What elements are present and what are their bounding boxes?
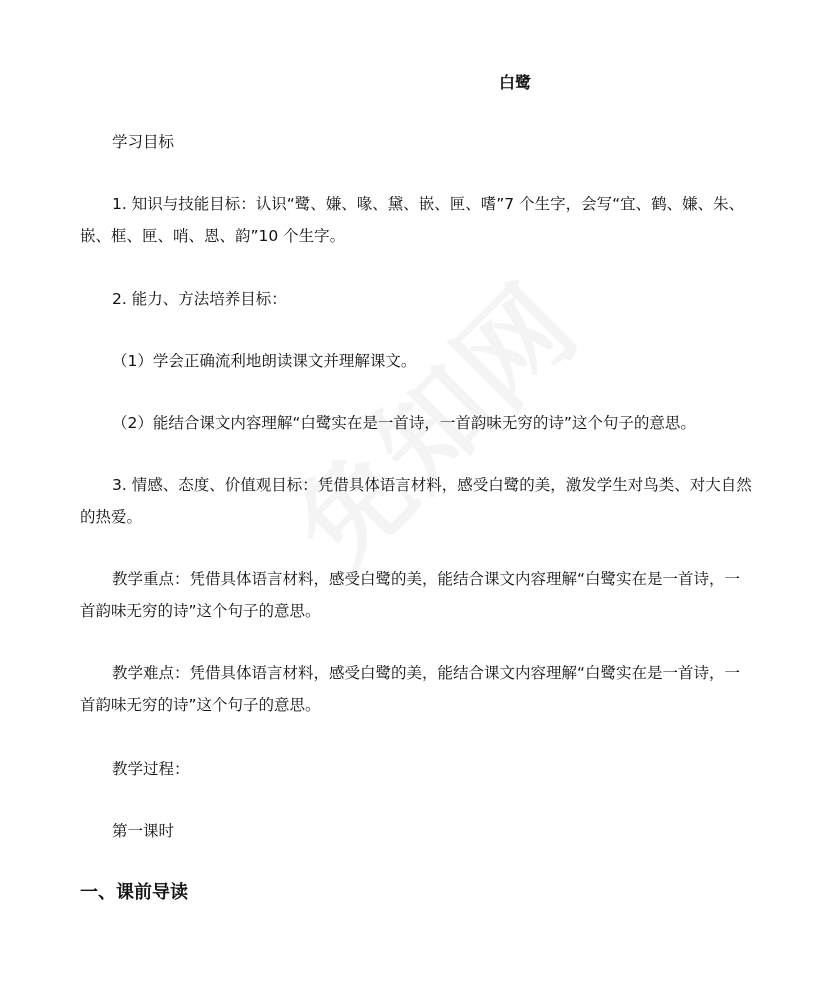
paragraph-goal-knowledge: 1. 知识与技能目标：认识“鹭、嫌、喙、黛、嵌、匣、嗜”7 个生字，会写“宜、鹤、嫌、朱、嵌、框、匣、哨、恩、韵”10 个生字。 — [80, 195, 745, 245]
paragraph-goal-ability: 2. 能力、方法培养目标： — [112, 290, 287, 308]
paragraph-goal-emotion: 3. 情感、态度、价值观目标：凭借具体语言材料，感受白鹭的美，激发学生对鸟类、对大自然的热爱。 — [80, 476, 752, 526]
paragraph-ability-item-1: （1）学会正确流利地朗读课文并理解课文。 — [112, 352, 417, 370]
paragraph-ability-item-2: （2）能结合课文内容理解“白鹭实在是一首诗，一首韵味无穷的诗”这个句子的意思。 — [112, 414, 696, 432]
paragraph-teaching-process: 教学过程： — [112, 760, 190, 778]
paragraph-difficult-points: 教学难点：凭借具体语言材料，感受白鹭的美，能结合课文内容理解“白鹭实在是一首诗，一首韵味无穷的诗”这个句子的意思。 — [80, 664, 741, 714]
document-title: 白鹭 — [498, 73, 531, 92]
paragraph-learning-goals: 学习目标 — [112, 133, 175, 151]
paragraph-first-lesson: 第一课时 — [112, 822, 175, 840]
paragraph-key-points: 教学重点：凭借具体语言材料，感受白鹭的美，能结合课文内容理解“白鹭实在是一首诗，一首韵味无穷的诗”这个句子的意思。 — [80, 570, 741, 620]
section-heading: 一、课前导读 — [80, 882, 188, 903]
